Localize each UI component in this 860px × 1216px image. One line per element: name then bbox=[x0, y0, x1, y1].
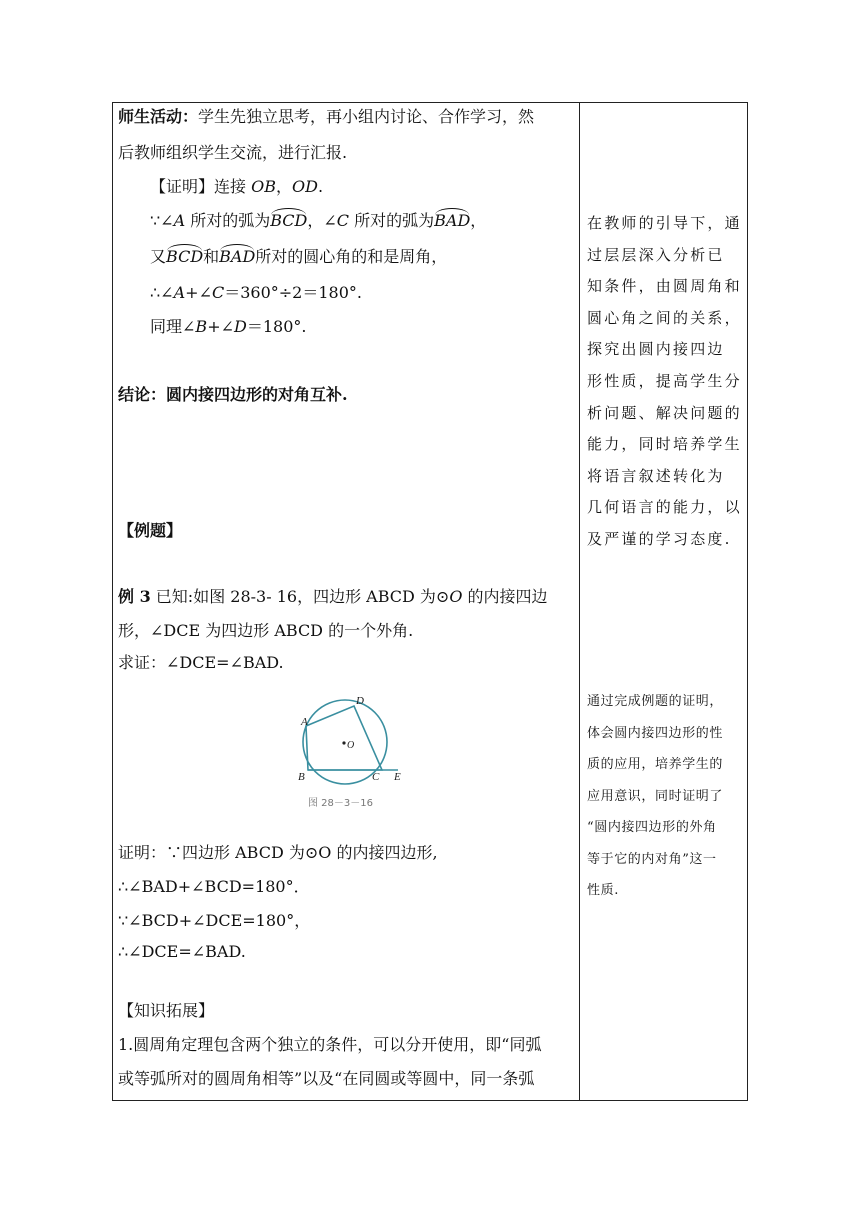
side-note-line: 过层层深入分析已 bbox=[587, 245, 725, 264]
extension-line-2: 或等弧所对的圆周角相等”以及“在同圆或等圆中，同一条弧 bbox=[118, 1069, 535, 1088]
activity-text: 学生先独立思考，再小组内讨论、合作学习，然 bbox=[198, 107, 535, 126]
label-o: O bbox=[347, 740, 355, 751]
side-note-line: 探究出圆内接四边 bbox=[587, 340, 725, 359]
example-label: 例 3 bbox=[118, 587, 151, 606]
label-b: B bbox=[298, 771, 305, 783]
activity-line-2: 后教师组织学生交流，进行汇报. bbox=[118, 143, 348, 162]
side-note-line: 在教师的引导下，通 bbox=[587, 214, 742, 232]
example-prove: 求证：∠DCE=∠BAD. bbox=[118, 653, 284, 672]
label-a: A bbox=[301, 716, 308, 728]
activity-line-1 bbox=[118, 104, 534, 127]
proof-step-1: ∵∠A 所对的弧为BCD，∠C 所对的弧为BAD， bbox=[150, 211, 487, 230]
solution-line-1: 证明：∵四边形 ABCD 为⊙O 的内接四边形, bbox=[118, 843, 438, 862]
label-d: D bbox=[356, 695, 364, 707]
side-note-line: 通过完成例题的证明， bbox=[587, 694, 724, 709]
extension-line-1: 1.圆周角定理包含两个独立的条件，可以分开使用，即“同弧 bbox=[118, 1035, 542, 1054]
activity-label: 师生活动： bbox=[118, 107, 199, 126]
proof-step-2: 又BCD和BAD所对的圆心角的和是周角， bbox=[150, 247, 448, 266]
solution-line-3: ∵∠BCD+∠DCE=180°， bbox=[118, 911, 311, 930]
column-divider bbox=[579, 102, 580, 1101]
side-note-line: 及严谨的学习态度. bbox=[587, 530, 732, 548]
figure-28-3-16 bbox=[270, 688, 410, 818]
solution-line-4: ∴∠DCE=∠BAD. bbox=[118, 942, 246, 961]
conclusion: 结论：圆内接四边形的对角互补. bbox=[118, 385, 348, 404]
side-note-line: 圆心角之间的关系， bbox=[587, 308, 742, 327]
proof-step-3: ∴∠A+∠C＝360°÷2＝180°. bbox=[150, 283, 362, 302]
arc-bcd: BCD bbox=[270, 211, 308, 230]
side-note-line: 能力，同时培养学生 bbox=[587, 435, 742, 454]
label-e: E bbox=[394, 771, 401, 783]
example-line-1: 例 3 已知:如图 28-3- 16，四边形 ABCD 为⊙O 的内接四边 bbox=[118, 587, 548, 606]
figure-caption: 图 28－3－16 bbox=[308, 798, 373, 809]
side-note-line: 性质. bbox=[587, 883, 619, 898]
side-note-line: 形性质，提高学生分 bbox=[587, 372, 742, 390]
side-note-line: 体会圆内接四边形的性 bbox=[587, 725, 724, 741]
center-point bbox=[342, 741, 345, 744]
proof-step-4: 同理∠B+∠D＝180°. bbox=[150, 317, 307, 336]
proof-line: 【证明】连接 OB，OD. bbox=[150, 177, 324, 196]
side-note-line: 等于它的内对角”这一 bbox=[587, 851, 717, 867]
extension-heading: 【知识拓展】 bbox=[118, 1001, 215, 1020]
circle-diagram bbox=[270, 688, 410, 818]
side-note-line: 知条件，由圆周角和 bbox=[587, 277, 742, 296]
label-c: C bbox=[372, 771, 380, 783]
solution-line-2: ∴∠BAD+∠BCD=180°． bbox=[118, 877, 310, 896]
side-note-line: 几何语言的能力，以 bbox=[587, 498, 742, 517]
example-heading: 【例题】 bbox=[118, 521, 183, 540]
side-note-line: 质的应用，培养学生的 bbox=[587, 757, 724, 772]
side-note-line: 将语言叙述转化为 bbox=[587, 466, 725, 485]
side-note-line: 应用意识，同时证明了 bbox=[587, 788, 724, 804]
quadrilateral-abcd bbox=[306, 706, 382, 770]
example-line-2: 形，∠DCE 为四边形 ABCD 的一个外角. bbox=[118, 621, 414, 640]
side-note-line: 析问题、解决问题的 bbox=[587, 403, 742, 422]
side-note-line: “圆内接四边形的外角 bbox=[587, 820, 717, 835]
arc-bad: BAD bbox=[434, 211, 471, 230]
